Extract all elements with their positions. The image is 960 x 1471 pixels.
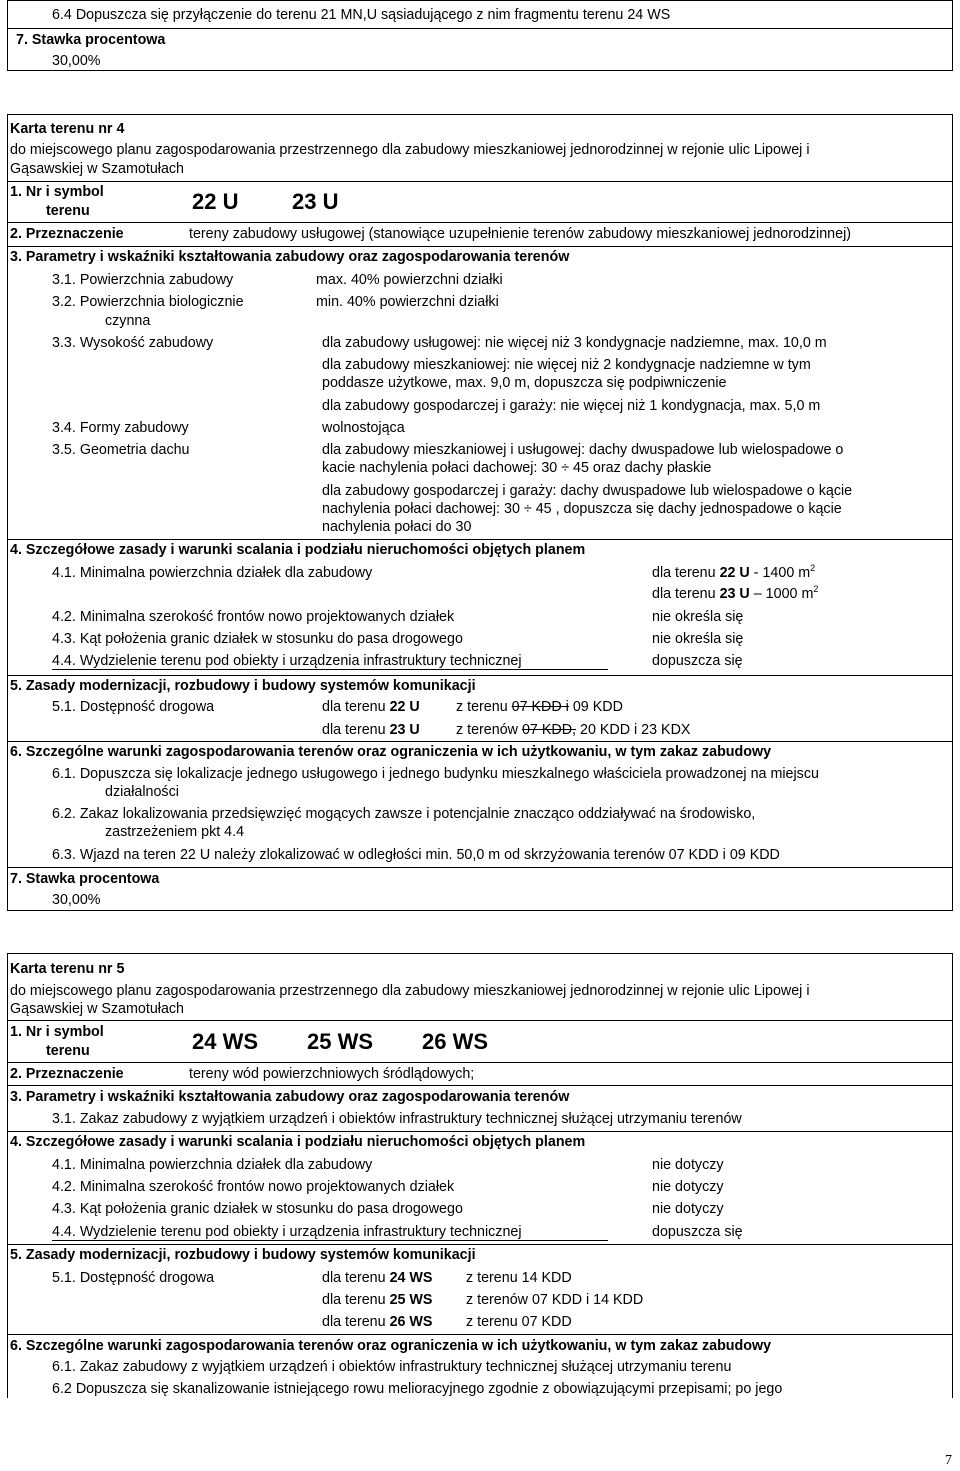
item-3-3-value-4: dla zabudowy gospodarczej i garaży: nie więcej niż 1 kondygnacja, max. 5,0 m: [322, 398, 821, 414]
item-3-5-value-4: nachylenia połaci dachowej: 30 ÷ 45 , dopuszcza się dachy jednospadowe o kącie: [322, 501, 842, 517]
item-6-1: 6.1. Dopuszcza się lokalizacje jednego usługowego i jednego budynku mieszkalnego właściciela prowadzonej na miejscu: [52, 766, 819, 782]
heading-6: 6. Szczególne warunki zagospodarowania terenów oraz ograniczenia w ich użytkowaniu, w tym zakaz zabudowy: [10, 744, 772, 760]
underline-4-4: [52, 669, 608, 670]
heading-3: 3. Parametry i wskaźniki kształtowania zabudowy oraz zagospodarowania terenów: [10, 249, 570, 265]
item-4-2-value: nie określa się: [652, 609, 744, 625]
heading-2: 2. Przeznaczenie: [10, 1066, 124, 1082]
underline-4-4: [52, 1240, 608, 1241]
access-25ws-value: z terenów 07 KDD i 14 KDD: [466, 1292, 644, 1308]
item-4-1-value-23u: dla terenu 23 U – 1000 $m^2$: [652, 584, 819, 602]
access-26ws-value: z terenu 07 KDD: [466, 1314, 572, 1330]
heading-5: 5. Zasady modernizacji, rozbudowy i budowy systemów komunikacji: [10, 1247, 476, 1263]
item-3-3-value-1: dla zabudowy usługowej: nie więcej niż 3 kondygnacje nadziemne, max. 10,0 m: [322, 335, 827, 351]
card-title: Karta terenu nr 5: [10, 961, 125, 977]
symbol-26ws: 26 WS: [422, 1029, 489, 1054]
heading-7: 7. Stawka procentowa: [10, 871, 160, 887]
heading-1: 1. Nr i symbol: [10, 1024, 104, 1040]
access-26ws-label: dla terenu 26 WS: [322, 1314, 433, 1330]
access-24ws-value: z terenu 14 KDD: [466, 1270, 572, 1286]
item-3-3-value-2: dla zabudowy mieszkaniowej: nie więcej niż 2 kondygnacje nadziemne w tym: [322, 357, 811, 373]
item-6-1: 6.1. Zakaz zabudowy z wyjątkiem urządzeń i obiektów infrastruktury technicznej służącej utrzymaniu terenu: [52, 1359, 732, 1375]
item-3-5-value-1: dla zabudowy mieszkaniowej i usługowej: dachy dwuspadowe lub wielospadowe o: [322, 442, 844, 458]
item-4-4: 4.4. Wydzielenie terenu pod obiekty i urządzenia infrastruktury technicznej: [52, 1224, 522, 1240]
purpose-value: tereny wód powierzchniowych śródlądowych;: [189, 1066, 475, 1082]
rate-value: 30,00%: [52, 53, 101, 69]
item-4-4-value: dopuszcza się: [652, 1224, 743, 1240]
card-5: [7, 953, 953, 1398]
card-4: [7, 114, 953, 911]
heading-7: 7. Stawka procentowa: [16, 32, 166, 48]
item-4-3-value: nie określa się: [652, 631, 744, 647]
section-continuation: [7, 0, 953, 71]
card-description-cont: Gąsawskiej w Szamotułach: [10, 161, 185, 177]
item-3-4-value: wolnostojąca: [322, 420, 405, 436]
card-description: do miejscowego planu zagospodarowania przestrzennego dla zabudowy mieszkaniowej jednorodzinnej w rejonie ulic Lipowej i: [10, 983, 810, 999]
item-4-3-value: nie dotyczy: [652, 1201, 724, 1217]
heading-6: 6. Szczególne warunki zagospodarowania terenów oraz ograniczenia w ich użytkowaniu, w tym zakaz zabudowy: [10, 1338, 772, 1354]
symbol-24ws: 24 WS: [192, 1029, 259, 1054]
heading-1-cont: terenu: [46, 203, 90, 219]
heading-1-cont: terenu: [46, 1043, 90, 1059]
access-22u-label: dla terenu 22 U: [322, 699, 420, 715]
item-3-4: 3.4. Formy zabudowy: [52, 420, 189, 436]
item-4-1: 4.1. Minimalna powierzchnia działek dla zabudowy: [52, 1157, 373, 1173]
page-number: 7: [945, 1453, 952, 1468]
item-3-5-value-2: kacie nachylenia połaci dachowej: 30 ÷ 45 oraz dachy płaskie: [322, 460, 712, 476]
item-3-2: 3.2. Powierzchnia biologicznie: [52, 294, 244, 310]
symbol-22u: 22 U: [192, 189, 239, 214]
item-5-1: 5.1. Dostępność drogowa: [52, 699, 215, 715]
symbol-25ws: 25 WS: [307, 1029, 374, 1054]
item-6-2: 6.2 Dopuszcza się skanalizowanie istniejącego rowu melioracyjnego zgodnie z obowiązującymi przepisami; po jego: [52, 1381, 783, 1397]
item-3-3-value-3: poddasze użytkowe, max. 9,0 m, dopuszcza się podpiwniczenie: [322, 375, 727, 391]
item-3-5-value-3: dla zabudowy gospodarczej i garaży: dachy dwuspadowe lub wielospadowe o kącie: [322, 483, 853, 499]
access-23u-value: z terenów 07 KDD, 20 KDD i 23 KDX: [456, 722, 691, 738]
item-5-1: 5.1. Dostępność drogowa: [52, 1270, 215, 1286]
item-4-3: 4.3. Kąt położenia granic działek w stosunku do pasa drogowego: [52, 631, 463, 647]
heading-2: 2. Przeznaczenie: [10, 226, 124, 242]
heading-4: 4. Szczegółowe zasady i warunki scalania i podziału nieruchomości objętych planem: [10, 1134, 586, 1150]
item-4-1: 4.1. Minimalna powierzchnia działek dla zabudowy: [52, 565, 373, 581]
item-6-4: 6.4 Dopuszcza się przyłączenie do terenu 21 MN,U sąsiadującego z nim fragmentu terenu 24 WS: [52, 7, 671, 23]
card-description: do miejscowego planu zagospodarowania przestrzennego dla zabudowy mieszkaniowej jednorodzinnej w rejonie ulic Lipowej i: [10, 142, 810, 158]
item-6-2-cont: zastrzeżeniem pkt 4.4: [105, 824, 245, 840]
item-3-5: 3.5. Geometria dachu: [52, 442, 190, 458]
item-3-5-value-5: nachylenia połaci do 30: [322, 519, 472, 535]
item-6-1-cont: działalności: [105, 784, 179, 800]
item-3-1: 3.1. Zakaz zabudowy z wyjątkiem urządzeń i obiektów infrastruktury technicznej służącej utrzymaniu terenów: [52, 1111, 742, 1127]
item-4-4: 4.4. Wydzielenie terenu pod obiekty i urządzenia infrastruktury technicznej: [52, 653, 522, 669]
heading-3: 3. Parametry i wskaźniki kształtowania zabudowy oraz zagospodarowania terenów: [10, 1089, 570, 1105]
access-22u-value: z terenu 07 KDD i 09 KDD: [456, 699, 623, 715]
heading-4: 4. Szczegółowe zasady i warunki scalania i podziału nieruchomości objętych planem: [10, 542, 586, 558]
card-title: Karta terenu nr 4: [10, 121, 125, 137]
access-24ws-label: dla terenu 24 WS: [322, 1270, 433, 1286]
card-description-cont: Gąsawskiej w Szamotułach: [10, 1001, 185, 1017]
item-3-2-cont: czynna: [105, 313, 151, 329]
heading-5: 5. Zasady modernizacji, rozbudowy i budowy systemów komunikacji: [10, 678, 476, 694]
item-3-2-value: min. 40% powierzchni działki: [316, 294, 499, 310]
heading-1: 1. Nr i symbol: [10, 184, 104, 200]
item-3-1: 3.1. Powierzchnia zabudowy: [52, 272, 234, 288]
item-6-3: 6.3. Wjazd na teren 22 U należy zlokalizować w odległości min. 50,0 m od skrzyżowania terenów 07 KDD i 09 KDD: [52, 847, 780, 863]
item-6-2: 6.2. Zakaz lokalizowania przedsięwzięć mogących zawsze i potencjalnie znacząco oddziaływać na środowisko,: [52, 806, 756, 822]
item-4-3: 4.3. Kąt położenia granic działek w stosunku do pasa drogowego: [52, 1201, 463, 1217]
access-25ws-label: dla terenu 25 WS: [322, 1292, 433, 1308]
purpose-value: tereny zabudowy usługowej (stanowiące uzupełnienie terenów zabudowy mieszkaniowej jednorodzinnej): [189, 226, 852, 242]
access-23u-label: dla terenu 23 U: [322, 722, 420, 738]
item-4-4-value: dopuszcza się: [652, 653, 743, 669]
item-4-2: 4.2. Minimalna szerokość frontów nowo projektowanych działek: [52, 609, 455, 625]
symbol-23u: 23 U: [292, 189, 339, 214]
rate-value: 30,00%: [52, 892, 101, 908]
item-4-1-value-22u: dla terenu 22 U - 1400 $m^2$: [652, 563, 816, 581]
item-3-3: 3.3. Wysokość zabudowy: [52, 335, 214, 351]
item-4-2-value: nie dotyczy: [652, 1179, 724, 1195]
item-3-1-value: max. 40% powierzchni działki: [316, 272, 503, 288]
item-4-2: 4.2. Minimalna szerokość frontów nowo projektowanych działek: [52, 1179, 455, 1195]
item-4-1-value: nie dotyczy: [652, 1157, 724, 1173]
